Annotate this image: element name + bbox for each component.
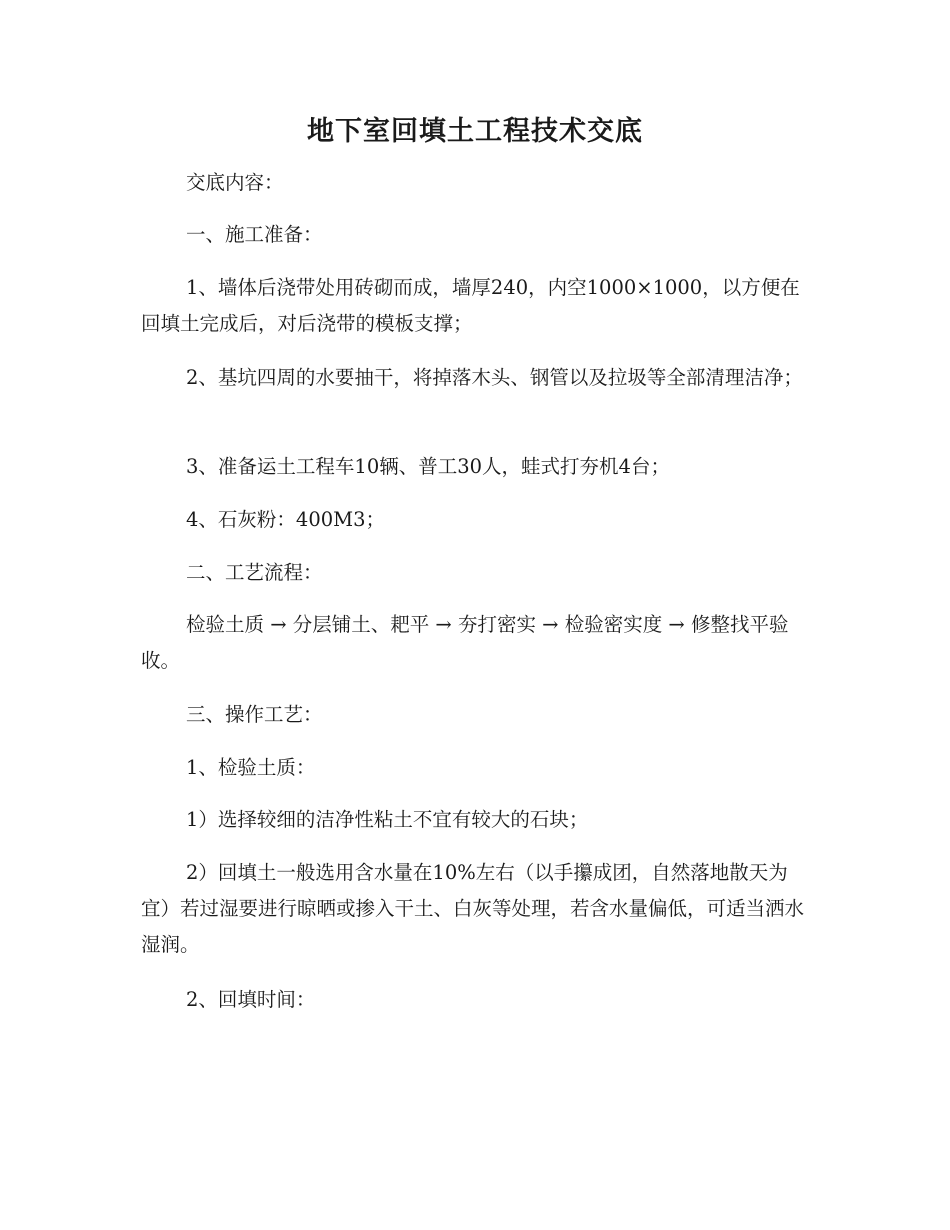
section-heading-process: 二、工艺流程： xyxy=(186,561,323,584)
paragraph-item: 4、石灰粉：400M3； xyxy=(186,508,385,531)
paragraph-intro: 交底内容： xyxy=(186,171,284,194)
paragraph-item: 1、墙体后浇带处用砖砌而成，墙厚240，内空1000×1000，以方便在回填土完成后，对后浇带的模板支撑； xyxy=(141,276,800,335)
paragraph-item: 3、准备运土工程车10辆、普工30人，蛙式打夯机4台； xyxy=(186,455,670,478)
section-heading-operation: 三、操作工艺： xyxy=(186,703,323,726)
paragraph-process-flow: 检验土质 → 分层铺土、耙平 → 夯打密实 → 检验密实度 → 修整找平验收。 xyxy=(141,613,789,672)
paragraph-item: 1）选择较细的洁净性粘土不宜有较大的石块； xyxy=(186,808,589,831)
document-title: 地下室回填土工程技术交底 xyxy=(307,116,643,147)
paragraph-item: 2、基坑四周的水要抽干，将掉落木头、钢管以及拉圾等全部清理洁净； xyxy=(186,366,803,389)
section-heading-preparation: 一、施工准备： xyxy=(186,223,323,246)
paragraph-item: 1、检验土质： xyxy=(186,756,316,779)
paragraph-item: 2）回填土一般选用含水量在10%左右（以手攥成团，自然落地散天为宜）若过湿要进行晾晒或掺入干土、白灰等处理，若含水量偏低，可适当洒水湿润。 xyxy=(141,861,805,956)
paragraph-item: 2、回填时间： xyxy=(186,988,316,1011)
